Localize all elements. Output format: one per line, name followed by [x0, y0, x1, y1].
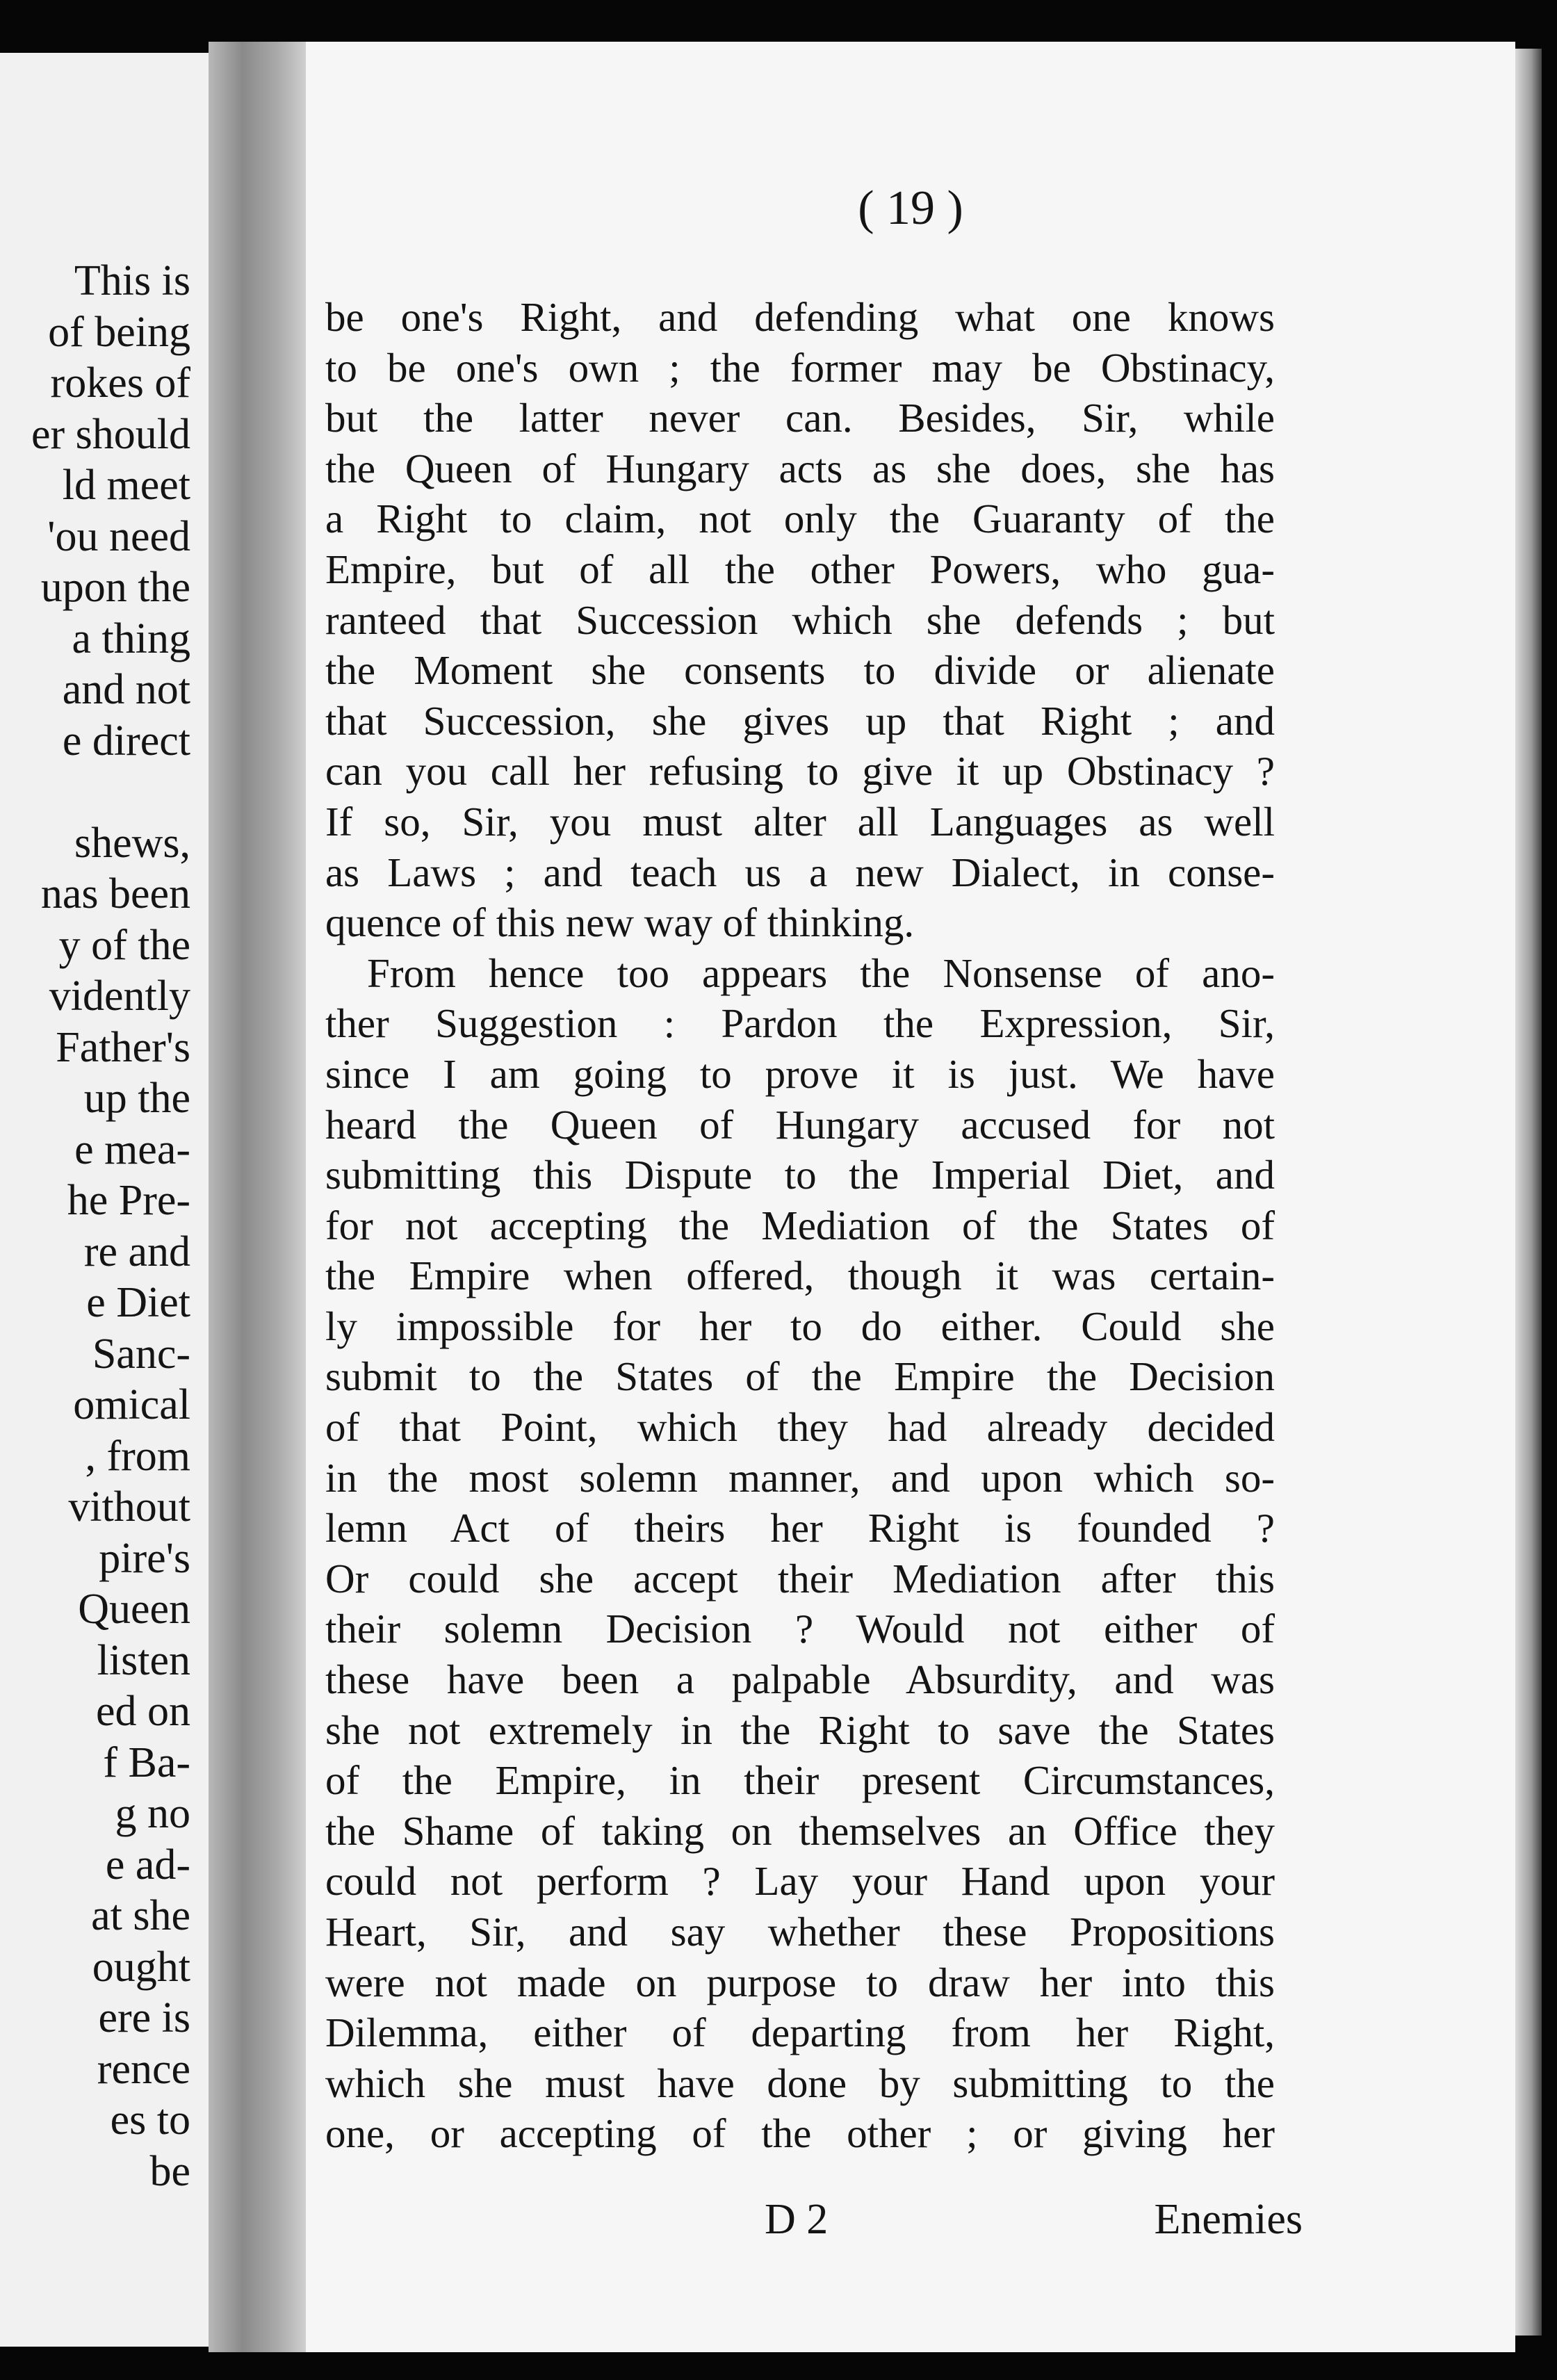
- left-line: 'ou need: [47, 512, 190, 560]
- text-line: Empire, but of all the other Powers, who gua-: [325, 546, 1275, 592]
- page-number: ( 19 ): [858, 181, 963, 235]
- left-line: a thing: [72, 614, 190, 662]
- left-line: [31, 767, 190, 818]
- text-line: that Succession, she gives up that Right ; and: [325, 697, 1275, 744]
- left-line: y of the: [58, 921, 190, 969]
- text-line: the Moment she consents to divide or alienate: [325, 647, 1275, 694]
- left-line: upon the: [40, 564, 190, 611]
- text-line: ranteed that Succession which she defends ; but: [325, 596, 1275, 643]
- left-line: rence: [97, 2045, 190, 2093]
- text-line: in the most solemn manner, and upon which so-: [325, 1454, 1275, 1501]
- text-line: Dilemma, either of departing from her Right,: [325, 2010, 1275, 2056]
- text-line: be one's Right, and defending what one knows: [325, 294, 1275, 340]
- left-line: be: [149, 2147, 190, 2195]
- text-line: a Right to claim, not only the Guaranty of the: [325, 496, 1275, 542]
- left-line: at she: [91, 1892, 190, 1939]
- left-line: he Pre-: [67, 1177, 190, 1224]
- left-line: f Ba-: [103, 1738, 190, 1786]
- text-line: to be one's own ; the former may be Obstinacy,: [325, 344, 1275, 391]
- left-line: Queen: [78, 1586, 190, 1633]
- text-line: their solemn Decision ? Would not either of: [325, 1606, 1275, 1652]
- left-line: e direct: [62, 717, 190, 765]
- left-line: vithout: [68, 1483, 190, 1531]
- book-gutter: [209, 42, 306, 2352]
- text-line: for not accepting the Mediation of the States of: [325, 1202, 1275, 1248]
- left-line: ere is: [98, 1994, 190, 2041]
- right-page: [306, 42, 1515, 2352]
- page-edge-shadow: [1515, 49, 1542, 2336]
- catchword: Enemies: [1154, 2196, 1303, 2243]
- left-line: , from: [85, 1432, 190, 1480]
- signature-mark: D 2: [765, 2196, 829, 2243]
- left-line: ld meet: [62, 462, 190, 509]
- text-line: of that Point, which they had already decided: [325, 1404, 1275, 1451]
- text-line: could not perform ? Lay your Hand upon your: [325, 1858, 1275, 1905]
- left-line: Father's: [56, 1023, 190, 1071]
- text-line: since I am going to prove it is just. We have: [325, 1050, 1275, 1097]
- left-line: shews,: [74, 819, 190, 867]
- left-line: rokes of: [50, 359, 190, 407]
- text-line: can you call her refusing to give it up Obstinacy ?: [325, 748, 1275, 794]
- text-line: ther Suggestion : Pardon the Expression, Sir,: [325, 1000, 1275, 1047]
- left-line: ed on: [95, 1688, 190, 1735]
- left-line: pire's: [99, 1534, 190, 1582]
- left-line: of being: [48, 308, 190, 356]
- left-page-lines: [31, 256, 190, 2197]
- left-line: listen: [97, 1636, 190, 1684]
- text-line: the Empire when offered, though it was certain-: [325, 1253, 1275, 1299]
- text-line: lemn Act of theirs her Right is founded ?: [325, 1505, 1275, 1551]
- text-line: submit to the States of the Empire the Decision: [325, 1353, 1275, 1400]
- left-line: This is: [74, 257, 190, 304]
- text-line: were not made on purpose to draw her into this: [325, 1959, 1275, 2005]
- body-text: [306, 292, 1275, 2159]
- left-line: g no: [115, 1790, 190, 1837]
- text-line: the Shame of taking on themselves an Office they: [325, 1807, 1275, 1854]
- text-line: but the latter never can. Besides, Sir, while: [325, 395, 1275, 441]
- left-line: e mea-: [74, 1125, 190, 1173]
- left-line: es to: [110, 2096, 190, 2144]
- left-line: up the: [83, 1075, 190, 1122]
- text-line: heard the Queen of Hungary accused for not: [325, 1101, 1275, 1148]
- left-line: vidently: [49, 972, 190, 1020]
- left-line: er should: [31, 410, 190, 458]
- left-line: ought: [92, 1943, 190, 1991]
- text-line: ly impossible for her to do either. Could she: [325, 1303, 1275, 1349]
- text-line: Or could she accept their Mediation after this: [325, 1555, 1275, 1601]
- left-line: e Diet: [86, 1279, 190, 1326]
- left-page-fragment: [0, 53, 209, 2347]
- text-line: of the Empire, in their present Circumstances,: [325, 1757, 1275, 1804]
- left-line: and not: [62, 666, 190, 713]
- left-line: nas been: [40, 870, 190, 918]
- text-line: the Queen of Hungary acts as she does, she has: [325, 445, 1275, 491]
- text-line: she not extremely in the Right to save the States: [325, 1706, 1275, 1753]
- left-line: Sanc-: [92, 1330, 190, 1378]
- left-line: omical: [73, 1381, 190, 1428]
- text-line: Heart, Sir, and say whether these Propositions: [325, 1909, 1275, 1955]
- left-line: re and: [83, 1228, 190, 1275]
- text-line: one, or accepting of the other ; or giving her: [325, 2110, 1275, 2157]
- text-line: which she must have done by submitting to the: [325, 2060, 1275, 2106]
- text-line: submitting this Dispute to the Imperial Diet, and: [325, 1152, 1275, 1198]
- text-line: these have been a palpable Absurdity, and was: [325, 1656, 1275, 1703]
- left-line: e ad-: [105, 1841, 190, 1889]
- text-line: quence of this new way of thinking.: [325, 899, 915, 946]
- text-line: If so, Sir, you must alter all Languages as well: [325, 798, 1275, 845]
- text-line: as Laws ; and teach us a new Dialect, in conse-: [325, 849, 1275, 895]
- text-line: From hence too appears the Nonsense of ano-: [367, 949, 1275, 996]
